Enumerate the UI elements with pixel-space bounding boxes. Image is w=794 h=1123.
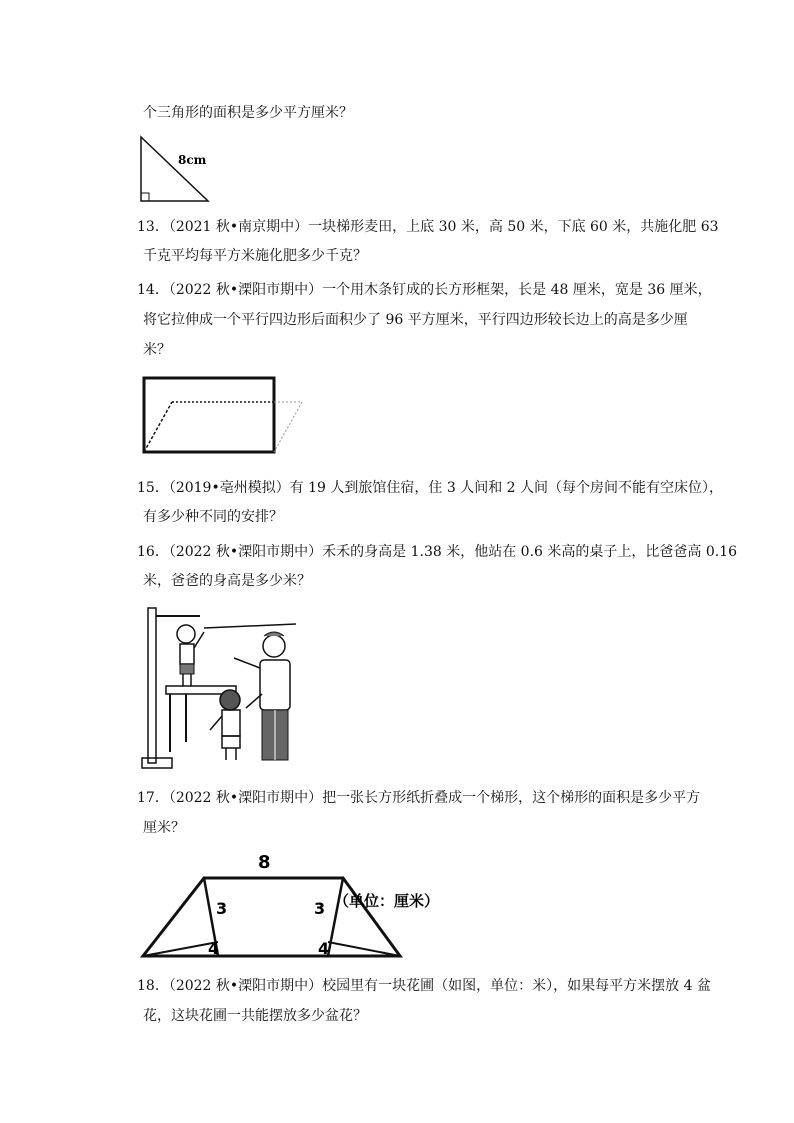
q12-text: 个三角形的面积是多少平方厘米？ bbox=[143, 105, 353, 121]
q15-line2: 有多少种不同的安排？ bbox=[143, 509, 283, 525]
q13-line2: 千克平均每平方米施化肥多少千克？ bbox=[143, 248, 367, 264]
q14-line3: 米？ bbox=[143, 342, 171, 358]
q17-line1: 17．（2022 秋•溧阳市期中）把一张长方形纸折叠成一个梯形，这个梯形的面积是多少平方 bbox=[137, 790, 701, 806]
right-bottom-label: 4 bbox=[318, 939, 330, 958]
q16-line2: 米，爸爸的身高是多少米？ bbox=[143, 573, 311, 589]
rectangle-parallelogram-figure bbox=[138, 372, 310, 458]
q16-line1: 16．（2022 秋•溧阳市期中）禾禾的身高是 1.38 米，他站在 0.6 米高的桌子上，比爸爸高 0.16 bbox=[137, 544, 738, 560]
q13-line1: 13．（2021 秋•南京期中）一块梯形麦田，上底 30 米，高 50 米，下底 60 米，共施化肥 63 bbox=[137, 219, 719, 235]
left-side-label: 3 bbox=[216, 899, 228, 918]
q14-line1: 14．（2022 秋•溧阳市期中）一个用木条钉成的长方形框架，长是 48 厘米，宽是 36 厘米， bbox=[137, 282, 712, 298]
q15-line1: 15．（2019•亳州模拟）有 19 人到旅馆住宿，住 3 人间和 2 人间（每个房间不能有空床位）， bbox=[137, 480, 724, 496]
right-triangle-figure bbox=[138, 135, 218, 205]
q17-line2: 厘米？ bbox=[143, 820, 185, 836]
q14-line2: 将它拉伸成一个平行四边形后面积少了 96 平方厘米，平行四边形较长边上的高是多少厘 bbox=[143, 312, 688, 328]
unit-label: （单位：厘米） bbox=[334, 892, 440, 910]
q18-line1: 18．（2022 秋•溧阳市期中）校园里有一块花圃（如图，单位：米），如果每平方米摆放 4 盆 bbox=[137, 978, 711, 994]
right-side-label: 3 bbox=[314, 899, 326, 918]
height-measure-illustration bbox=[138, 604, 300, 772]
left-bottom-label: 4 bbox=[208, 939, 220, 958]
top-label: 8 bbox=[258, 852, 271, 873]
folded-trapezoid-figure bbox=[138, 850, 478, 962]
triangle-label: 8cm bbox=[178, 153, 207, 167]
q18-line2: 花，这块花圃一共能摆放多少盆花？ bbox=[143, 1008, 367, 1024]
